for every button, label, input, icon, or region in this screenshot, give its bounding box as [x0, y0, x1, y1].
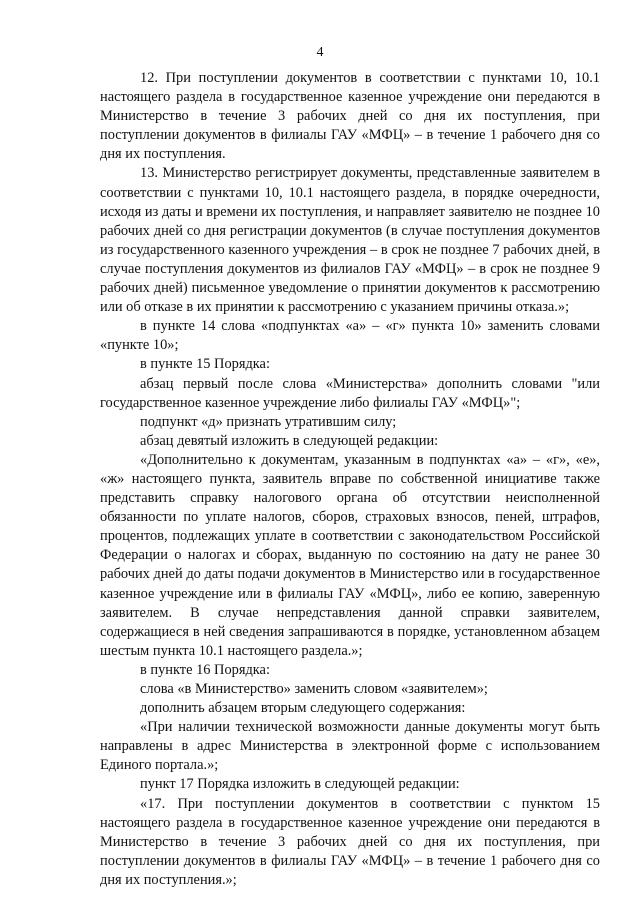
- amendment-item-15-para-1: абзац первый после слова «Министерства» дополнить словами "или государственное казенное учреждение либо филиалы ГАУ «МФЦ»";: [100, 375, 600, 411]
- amendment-item-15-para-9-intro: абзац девятый изложить в следующей редакции:: [140, 432, 439, 449]
- amendment-item-17-intro: пункт 17 Порядка изложить в следующей редакции:: [140, 776, 460, 793]
- amendment-item-15-subitem-d: подпункт «д» признать утратившим силу;: [140, 413, 397, 430]
- page-number: 4: [316, 45, 324, 60]
- amendment-item-16-words: слова «в Министерство» заменить словом «заявителем»;: [140, 681, 488, 697]
- paragraph-13: 13. Министерство регистрирует документы, представленные заявителем в соответствии с пунктами 10, 10.1 настоящего раздела, в порядке очередности, исходя из даты и времени их поступления, и направляет заявителю не позднее 10 рабочих дней со дня регистрации документов (в случае поступления документов из государственного казенного учреждения – в срок не позднее 7 рабочих дней, в случае поступления документов из филиалов ГАУ «МФЦ» – в срок не позднее 9 рабочих дней) письменное уведомление о принятии документов к рассмотрению или об отказе в их принятии к рассмотрению с указанием причины отказа.»;: [100, 165, 600, 316]
- amendment-item-16-add-intro: дополнить абзацем вторым следующего содержания:: [140, 700, 466, 717]
- amendment-item-14: в пункте 14 слова «подпунктах «а» – «г» пункта 10» заменить словами «пункте 10»;: [100, 318, 600, 354]
- paragraph-17: «17. При поступлении документов в соответствии с пунктом 15 настоящего раздела в государственное казенное учреждение они передаются в Министерство в течение 3 рабочих дней со дня их поступления, при поступлении документов в филиалы ГАУ «МФЦ» – в течение 1 рабочего дня со дня их поступления.»;: [100, 795, 600, 888]
- paragraph-12: 12. При поступлении документов в соответствии с пунктами 10, 10.1 настоящего раздела в государственное казенное учреждение они передаются в Министерство в течение 3 рабочих дней со дня их поступления, при поступлении документов в филиалы ГАУ «МФЦ» – в течение 1 рабочего дня со дня их поступления.: [100, 70, 600, 163]
- amendment-item-16-add-text: «При наличии технической возможности данные документы могут быть направлены в адрес Министерства в электронной форме с использованием Единого портала.»;: [100, 719, 600, 774]
- amendment-item-16-intro: в пункте 16 Порядка:: [140, 661, 270, 678]
- amendment-item-15-intro: в пункте 15 Порядка:: [140, 356, 270, 373]
- document-body: [100, 69, 600, 890]
- amendment-item-15-para-9-text: «Дополнительно к документам, указанным в подпунктах «а» – «г», «е», «ж» настоящего пункта, заявитель вправе по собственной инициативе также представить справку налогового органа об отсутствии неисполненной обязанности по уплате налогов, сборов, страховых взносов, пеней, штрафов, процентов, подлежащих уплате в соответствии с законодательством Российской Федерации о налогах и сборах, выданную по состоянию на дату не ранее 30 рабочих дней до даты подачи документов в Министерство или в государственное казенное учреждение или в филиалы ГАУ «МФЦ», либо ее копию, заверенную заявителем. В случае непредставления данной справки заявителем, содержащиеся в ней сведения запрашиваются в порядке, установленном абзацем шестым пункта 10.1 настоящего раздела.»;: [100, 451, 600, 659]
